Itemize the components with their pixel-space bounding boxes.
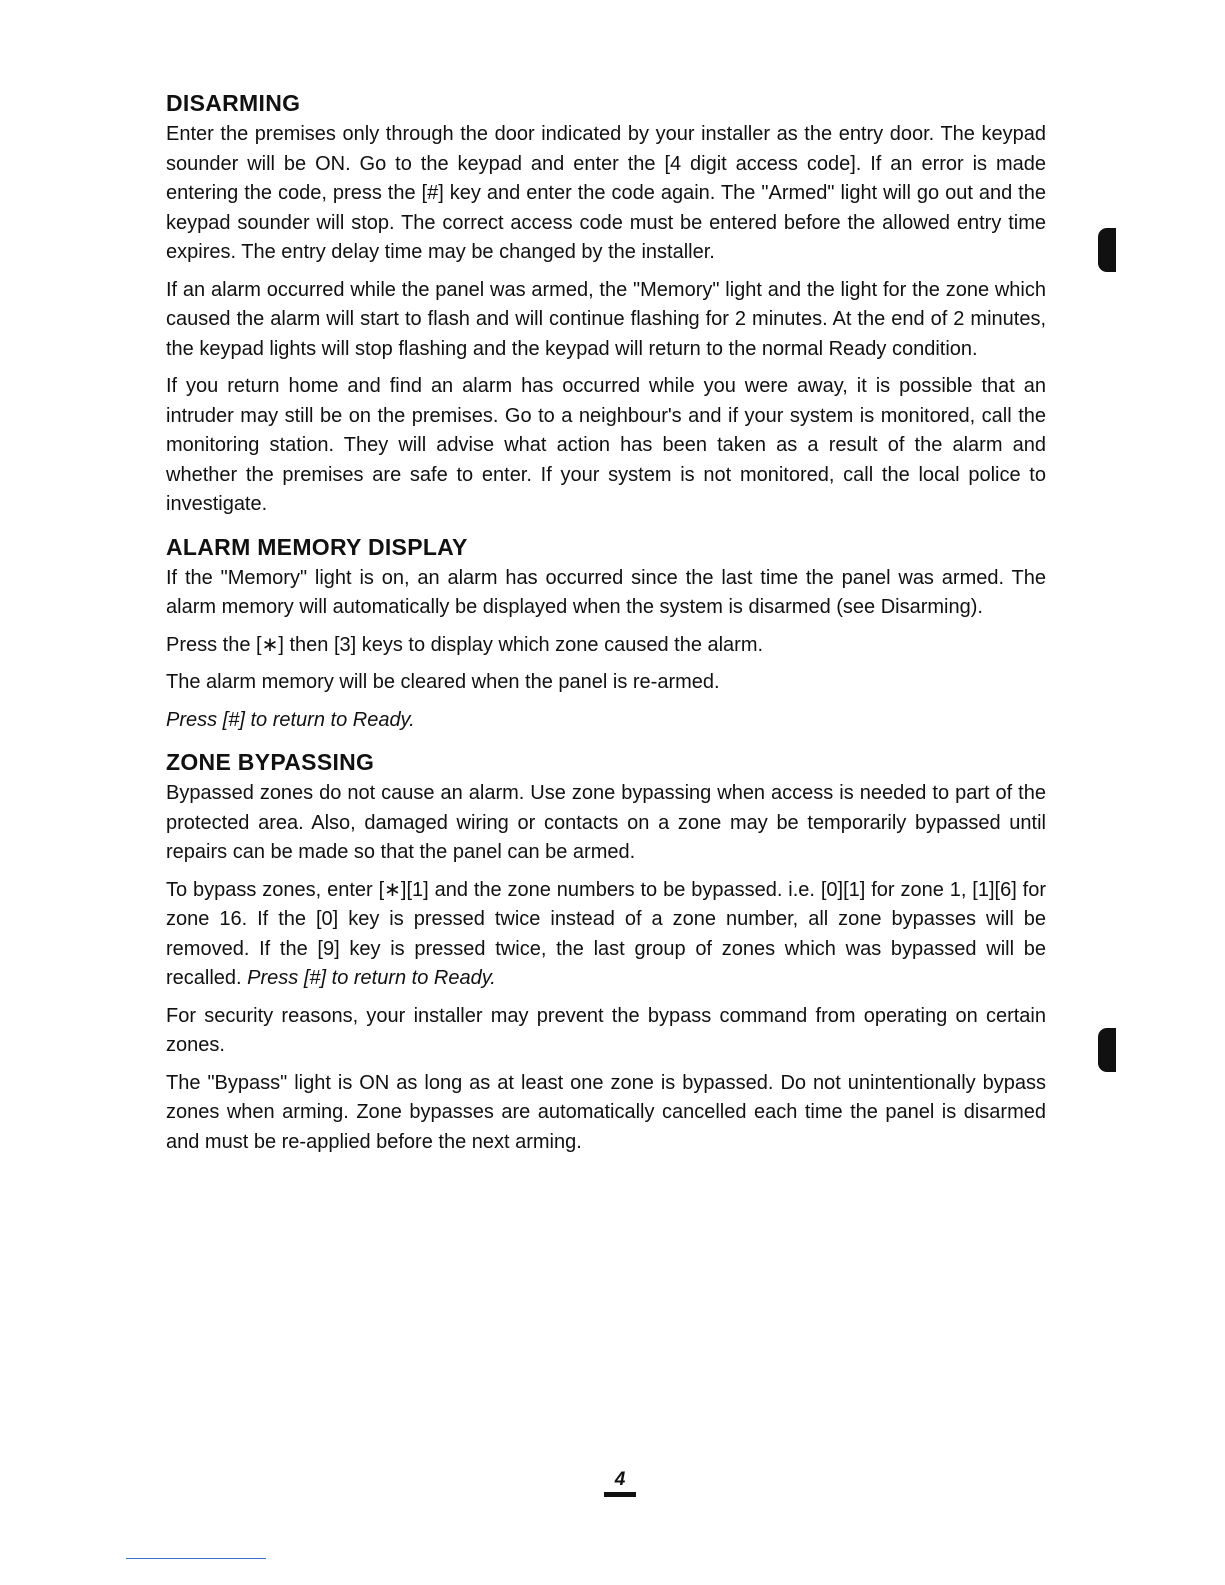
paragraph: For security reasons, your installer may prevent the bypass command from operating on certain zones. (166, 1004, 1046, 1056)
paragraph: The alarm memory will be cleared when the panel is re-armed. (166, 671, 720, 693)
section-heading: ZONE BYPASSING (166, 749, 375, 775)
paragraph: Enter the premises only through the door indicated by your installer as the entry door. The keypad sounder will be ON. Go to the keypad and enter the [4 digit access code]. If an error is made entering the code, press the [#] key and enter the code again. The "Armed" light will go out and the keypad sounder will stop. The correct access code must be entered before the allowed entry time expires. The entry delay time may be changed by the installer. (166, 123, 1046, 263)
paragraph: Bypassed zones do not cause an alarm. Use zone bypassing when access is needed to part of the protected area. Also, damaged wiring or contacts on a zone may be temporarily bypassed until repairs can be made so that the panel can be armed. (166, 782, 1046, 863)
paragraph: If you return home and find an alarm has occurred while you were away, it is possible that an intruder may still be on the premises. Go to a neighbour's and if your system is monitored, call the monitoring station. They will advise what action has been taken as a result of the alarm and whether the premises are safe to enter. If your system is not monitored, call the local police to investigate. (166, 375, 1046, 515)
paragraph (166, 876, 1046, 994)
footer-rule (126, 1558, 266, 1559)
binder-tab-mark (1098, 228, 1116, 272)
page-content (166, 88, 1046, 1169)
paragraph-text: To bypass zones, enter [∗][1] and the zone numbers to be bypassed. i.e. [0][1] for zone 1, [1][6] for zone 16. If the [0] key is pressed twice instead of a zone number, all zone bypasses will be removed. If the [9] key is pressed twice, the last group of zones which was bypassed will be recalled. (166, 878, 1046, 989)
paragraph: The "Bypass" light is ON as long as at least one zone is bypassed. Do not unintentionally bypass zones when arming. Zone bypasses are automatically cancelled each time the panel is disarmed and must be re-applied before the next arming. (166, 1071, 1046, 1153)
paragraph: If an alarm occurred while the panel was armed, the "Memory" light and the light for the zone which caused the alarm will start to flash and will continue flashing for 2 minutes. At the end of 2 minutes, the keypad lights will stop flashing and the keypad will return to the normal Ready condition. (166, 278, 1046, 360)
italic-instruction: Press [#] to return to Ready. (247, 967, 496, 989)
binder-tab-mark (1098, 1028, 1116, 1072)
paragraph: Press the [∗] then [3] keys to display which zone caused the alarm. (166, 633, 764, 656)
section-heading: ALARM MEMORY DISPLAY (166, 533, 468, 560)
section-zone-bypassing (166, 747, 1046, 1157)
section-alarm-memory-display (166, 532, 1046, 736)
page-number: 4 (604, 1470, 636, 1497)
section-heading: DISARMING (166, 90, 301, 116)
paragraph: If the "Memory" light is on, an alarm has occurred since the last time the panel was armed. The alarm memory will automatically be displayed when the system is disarmed (see Disarming). (166, 566, 1046, 618)
italic-instruction: Press [#] to return to Ready. (166, 708, 415, 731)
section-disarming (166, 88, 1046, 520)
